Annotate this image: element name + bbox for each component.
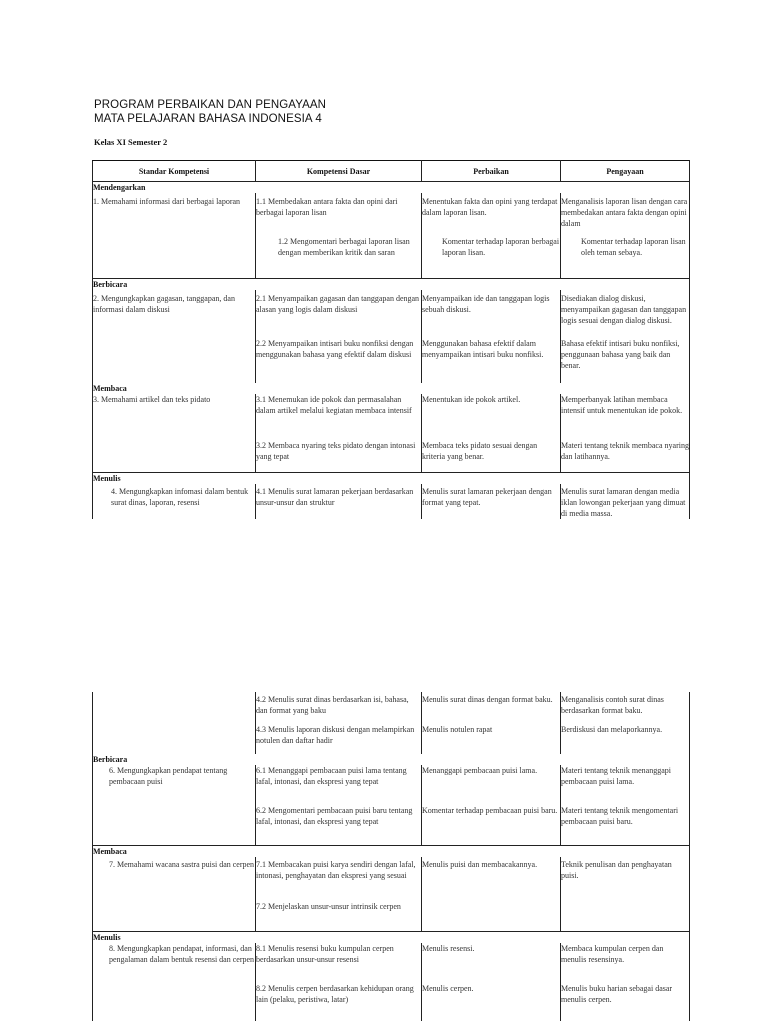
pengayaan-cell: Menulis buku harian sebagai dasar menulis cerpen. [561,983,690,1021]
perbaikan-cell: Menyampaikan ide dan tanggapan logis sebuah diskusi. [422,290,561,338]
kd-cell: 6.2 Mengomentari pembacaan puisi baru tentang lafal, intonasi, dan ekspresi yang tepat [256,805,422,846]
pengayaan-cell [561,901,690,932]
column-header-standar: Standar Kompetensi [93,161,256,182]
perbaikan-cell: Menulis puisi dan membacakannya. [422,857,561,901]
table-row [93,394,690,440]
section-heading: Berbicara [93,754,690,765]
section-heading: Membaca [93,383,690,394]
section-heading: Membaca [93,846,690,858]
section-row [93,846,690,858]
section-row [93,383,690,394]
standar-cell: 2. Mengungkapkan gagasan, tanggapan, dan informasi dalam diskusi [93,290,256,383]
pengayaan-cell: Komentar terhadap laporan lisan oleh teman sebaya. [561,236,690,279]
perbaikan-cell: Menulis surat dinas dengan format baku. [422,692,561,724]
standar-cell: 6. Mengungkapkan pendapat tentang pembacaan puisi [93,765,256,846]
perbaikan-cell [422,901,561,932]
kd-cell: 4.1 Menulis surat lamaran pekerjaan berdasarkan unsur-unsur dan struktur [256,484,422,519]
section-row [93,754,690,765]
pengayaan-cell: Materi tentang teknik menanggapi pembacaan puisi lama. [561,765,690,805]
pengayaan-cell: Memperbanyak latihan membaca intensif untuk menentukan ide pokok. [561,394,690,440]
pengayaan-cell: Membaca kumpulan cerpen dan menulis resensinya. [561,943,690,983]
section-row [93,473,690,485]
kd-cell: 7.1 Membacakan puisi karya sendiri dengan lafal, intonasi, penghayatan dan ekspresi yang sesuai [256,857,422,901]
standar-cell: 1. Memahami informasi dari berbagai laporan [93,193,256,279]
pengayaan-cell: Disediakan dialog diskusi, menyampaikan gagasan dan tanggapan logis sesuai dengan dialog diskusi. [561,290,690,338]
kd-cell: 2.2 Menyampaikan intisari buku nonfiksi dengan menggunakan bahasa yang efektif dalam diskusi [256,338,422,383]
kd-cell: 1.2 Mengomentari berbagai laporan lisan dengan memberikan kritik dan saran [256,236,422,279]
perbaikan-cell: Menentukan ide pokok artikel. [422,394,561,440]
pengayaan-cell: Menganalisis laporan lisan dengan cara membedakan antara fakta dengan opini dalam [561,193,690,236]
standar-cell: 3. Memahami artikel dan teks pidato [93,394,256,473]
perbaikan-cell: Menggunakan bahasa efektif dalam menyampaikan intisari buku nonfiksi. [422,338,561,383]
page-title-line-1: PROGRAM PERBAIKAN DAN PENGAYAAN [94,99,327,111]
perbaikan-cell: Komentar terhadap pembacaan puisi baru. [422,805,561,846]
perbaikan-cell: Menulis resensi. [422,943,561,983]
pengayaan-cell: Teknik penulisan dan penghayatan puisi. [561,857,690,901]
perbaikan-cell: Membaca teks pidato sesuai dengan kriteria yang benar. [422,440,561,473]
section-row [93,932,690,944]
perbaikan-cell: Menanggapi pembacaan puisi lama. [422,765,561,805]
table-row [93,857,690,901]
pengayaan-cell: Menganalisis contoh surat dinas berdasarkan format baku. [561,692,690,724]
pengayaan-cell: Materi tentang teknik mengomentari pembacaan puisi baru. [561,805,690,846]
section-heading: Berbicara [93,279,690,291]
kd-cell: 7.2 Menjelaskan unsur-unsur intrinsik cerpen [256,901,422,932]
kd-cell: 3.1 Menemukan ide pokok dan permasalahan dalam artikel melalui kegiatan membaca intensif [256,394,422,440]
kd-cell: 1.1 Membedakan antara fakta dan opini dari berbagai laporan lisan [256,193,422,236]
table-row [93,193,690,236]
section-heading: Menulis [93,932,690,944]
pengayaan-cell: Materi tentang teknik membaca nyaring dan latihannya. [561,440,690,473]
column-header-kompetensi: Kompetensi Dasar [256,161,422,182]
kd-cell: 3.2 Membaca nyaring teks pidato dengan intonasi yang tepat [256,440,422,473]
kd-cell: 8.1 Menulis resensi buku kumpulan cerpen berdasarkan unsur-unsur resensi [256,943,422,983]
perbaikan-cell: Menentukan fakta dan opini yang terdapat dalam laporan lisan. [422,193,561,236]
section-heading: Menulis [93,473,690,485]
kd-cell: 6.1 Menanggapi pembacaan puisi lama tentang lafal, intonasi, dan ekspresi yang tepat [256,765,422,805]
kd-cell: 2.1 Menyampaikan gagasan dan tanggapan dengan alasan yang logis dalam diskusi [256,290,422,338]
standar-cell [93,692,256,754]
table-row [93,765,690,805]
perbaikan-cell: Menulis surat lamaran pekerjaan dengan format yang tepat. [422,484,561,519]
standar-cell: 7. Memahami wacana sastra puisi dan cerpen [93,857,256,932]
table-row [93,290,690,338]
class-info: Kelas XI Semester 2 [94,137,168,147]
column-header-perbaikan: Perbaikan [422,161,561,182]
pengayaan-cell: Bahasa efektif intisari buku nonfiksi, penggunaan bahasa yang baik dan benar. [561,338,690,383]
pengayaan-cell: Menulis surat lamaran dengan media iklan lowongan pekerjaan yang dimuat di media massa. [561,484,690,519]
kd-cell: 4.2 Menulis surat dinas berdasarkan isi, bahasa, dan format yang baku [256,692,422,724]
table-row [93,943,690,983]
kd-cell: 8.2 Menulis cerpen berdasarkan kehidupan orang lain (pelaku, peristiwa, latar) [256,983,422,1021]
table-row [93,484,690,519]
page-title-line-2: MATA PELAJARAN BAHASA INDONESIA 4 [94,113,322,125]
perbaikan-cell: Menulis notulen rapat [422,724,561,754]
perbaikan-cell: Menulis cerpen. [422,983,561,1021]
column-header-pengayaan: Pengayaan [561,161,690,182]
table-row [93,692,690,724]
standar-cell: 4. Mengungkapkan infomasi dalam bentuk surat dinas, laporan, resensi [93,484,256,519]
kd-cell: 4.3 Menulis laporan diskusi dengan melampirkan notulen dan daftar hadir [256,724,422,754]
section-heading: Mendengarkan [93,182,690,194]
pengayaan-cell: Berdiskusi dan melaporkannya. [561,724,690,754]
standar-cell: 8. Mengungkapkan pendapat, informasi, dan pengalaman dalam bentuk resensi dan cerpen [93,943,256,1021]
section-row [93,182,690,194]
remedial-enrichment-table-page-1 [92,160,690,519]
section-row [93,279,690,291]
remedial-enrichment-table-page-2 [92,692,690,1021]
perbaikan-cell: Komentar terhadap laporan berbagai laporan lisan. [422,236,561,279]
